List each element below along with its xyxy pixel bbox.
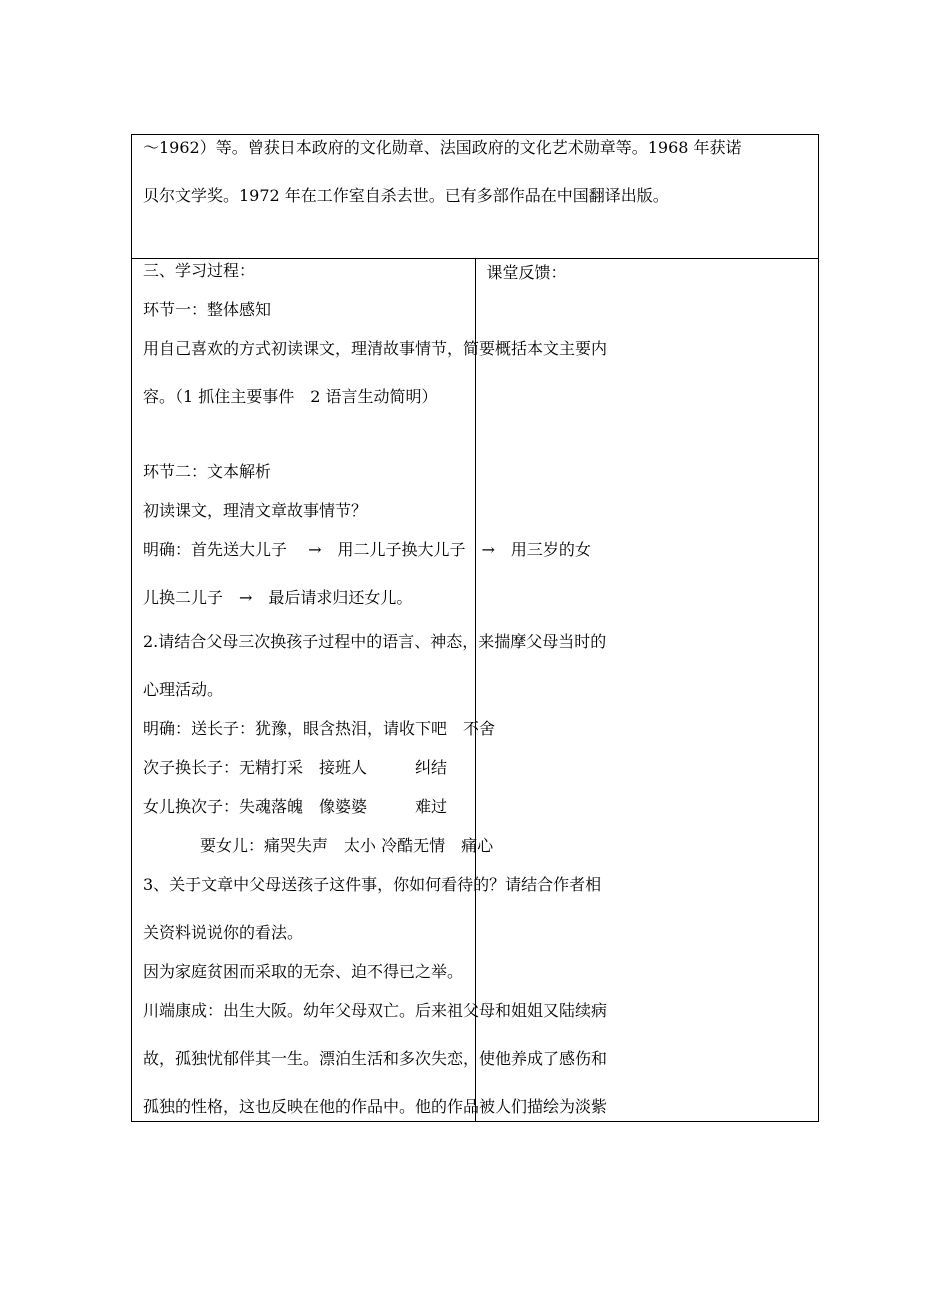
author-intro-cell [132, 135, 819, 259]
answer-2: 次子换长子：无精打采 接班人 纠结 [143, 758, 448, 777]
answer-2: 明确：送长子：犹豫，眼含热泪，请收下吧 不舍 [143, 719, 496, 738]
answer-3: 因为家庭贫困而采取的无奈、迫不得已之举。 [143, 962, 464, 981]
question-2: 2.请结合父母三次换孩子过程中的语言、神态，来揣摩父母当时的 [143, 632, 607, 651]
answer-2: 女儿换次子：失魂落魄 像婆婆 难过 [143, 797, 448, 816]
question-1: 初读课文，理清文章故事情节？ [143, 501, 368, 520]
answer-1: 儿换二儿子 → 最后请求归还女儿。 [143, 588, 413, 607]
section1-title: 环节一：整体感知 [143, 300, 272, 319]
author-intro-row [132, 135, 819, 259]
intro-line: 贝尔文学奖。1972 年在工作室自杀去世。已有多部作品在中国翻译出版。 [143, 186, 669, 205]
answer-3: 孤独的性格，这也反映在他的作品中。他的作品被人们描绘为淡紫 [143, 1097, 608, 1116]
answer-3: 川端康成：出生大阪。幼年父母双亡。后来祖父母和姐姐又陆续病 [143, 1001, 608, 1020]
section1-task: 用自己喜欢的方式初读课文，理清故事情节，简要概括本文主要内 [143, 339, 608, 358]
intro-line: ～1962）等。曾获日本政府的文化勋章、法国政府的文化艺术勋章等。1968 年获诺 [143, 138, 742, 157]
answer-1: 明确：首先送大儿子 → 用二儿子换大儿子 → 用三岁的女 [143, 540, 591, 559]
lesson-plan-table [131, 134, 819, 1122]
question-3: 关资料说说你的看法。 [143, 923, 304, 942]
learning-process-row [132, 259, 819, 1122]
feedback-label: 课堂反馈： [486, 263, 567, 282]
answer-3: 故，孤独忧郁伴其一生。漂泊生活和多次失恋，使他养成了感伤和 [143, 1049, 608, 1068]
section2-title: 环节二：文本解析 [143, 462, 272, 481]
process-heading: 三、学习过程： [143, 261, 256, 280]
question-3: 3、关于文章中父母送孩子这件事，你如何看待的？请结合作者相 [143, 875, 602, 894]
answer-2: 要女儿：痛哭失声 太小 冷酷无情 痛心 [200, 836, 494, 855]
feedback-cell [475, 259, 819, 1122]
question-2: 心理活动。 [143, 680, 224, 699]
section1-task: 容。（1 抓住主要事件 2 语言生动简明） [143, 387, 438, 406]
